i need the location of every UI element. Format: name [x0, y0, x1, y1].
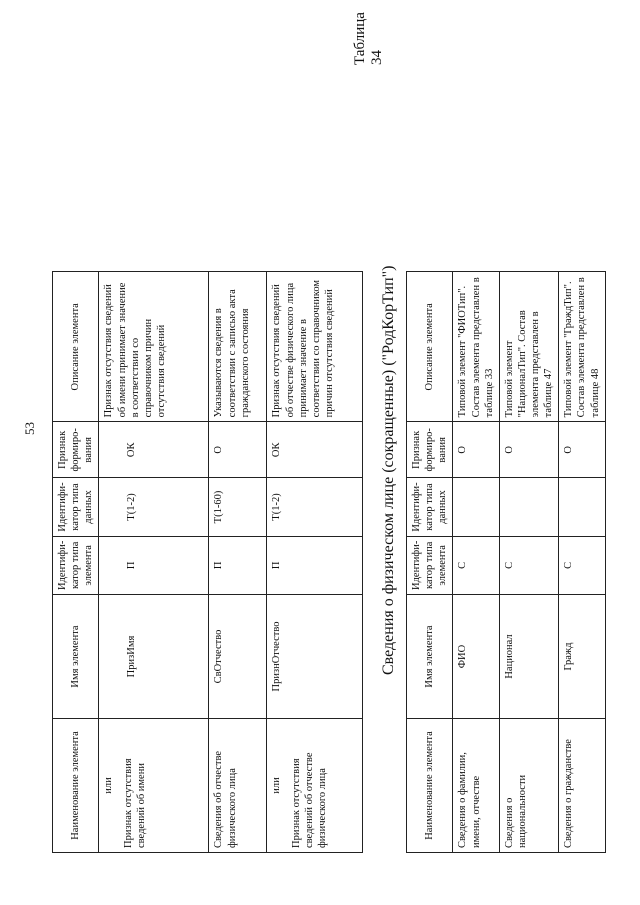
- cell-form: ОК: [99, 422, 209, 478]
- cell-name: Сведения об отчестве физического лица: [209, 719, 267, 853]
- cell-dtype: [453, 478, 499, 536]
- cell-name: Сведения о гражданстве: [559, 719, 605, 853]
- cell-name: Сведения о фамилии, имени, отчестве: [453, 719, 499, 853]
- cell-form: О: [453, 422, 499, 478]
- cell-form: О: [499, 422, 559, 478]
- cell-type: П: [99, 536, 209, 594]
- page-number: 53: [22, 422, 37, 435]
- cell-name: [99, 719, 209, 853]
- table-number: Таблица 34: [352, 12, 385, 65]
- header-element: Имя элемента: [407, 595, 453, 719]
- cell-type: П: [209, 536, 267, 594]
- cell-dtype: T(1-2): [99, 478, 209, 536]
- name-text: Признак отсутствия сведений об отчестве физического лица: [290, 752, 328, 848]
- table-row: [267, 272, 363, 853]
- cell-element: ФИО: [453, 595, 499, 719]
- table-row: [499, 272, 559, 853]
- cell-dtype: [499, 478, 559, 536]
- cell-desc: Указываются сведения в соответствии с записью акта гражданского состояния: [209, 272, 267, 422]
- cell-element: ПризнОтчество: [267, 595, 363, 719]
- header-type-id: Идентифи-катор типа элемента: [53, 536, 99, 594]
- header-data-type: Идентифи-катор типа данных: [53, 478, 99, 536]
- cell-form: О: [559, 422, 605, 478]
- cell-form: ОК: [267, 422, 363, 478]
- cell-element: Национал: [499, 595, 559, 719]
- header-formation: Признак формиро-вания: [407, 422, 453, 478]
- cell-element: Гражд: [559, 595, 605, 719]
- header-type-id: Идентифи-катор типа элемента: [407, 536, 453, 594]
- header-description: Описание элемента: [53, 272, 99, 422]
- table-row: [209, 272, 267, 853]
- header-description: Описание элемента: [407, 272, 453, 422]
- cell-desc: Типовой элемент "ГраждТип". Состав элемента представлен в таблице 48: [559, 272, 605, 422]
- header-formation: Признак формиро-вания: [53, 422, 99, 478]
- cell-type: С: [559, 536, 605, 594]
- cell-dtype: [559, 478, 605, 536]
- header-data-type: Идентифи-катор типа данных: [407, 478, 453, 536]
- cell-type: П: [267, 536, 363, 594]
- table-row: [559, 272, 605, 853]
- cell-dtype: T(1-60): [209, 478, 267, 536]
- cell-form: О: [209, 422, 267, 478]
- cell-element: ПризИмя: [99, 595, 209, 719]
- cell-name: Сведения о национальности: [499, 719, 559, 853]
- table-header-row: [407, 272, 453, 853]
- cell-desc: Признак отсутствия сведений об отчестве физического лица принимает значение в соответствии со справочником причин отсутствия сведений: [267, 272, 363, 422]
- cell-desc: Типовой элемент "ФИОТип". Состав элемента представлен в таблице 33: [453, 272, 499, 422]
- cell-desc: Признак отсутствия сведений об имени принимает значение в соответствии со справочником причин отсутствия сведений: [99, 272, 209, 422]
- table-title: Сведения о физическом лице (сокращенные) ("РодКорТип"): [380, 265, 397, 675]
- cell-type: С: [453, 536, 499, 594]
- table-row: [453, 272, 499, 853]
- table-header-row: [53, 272, 99, 853]
- name-text: Признак отсутствия сведений об имени: [122, 758, 147, 848]
- header-element: Имя элемента: [53, 595, 99, 719]
- cell-dtype: T(1-2): [267, 478, 363, 536]
- header-name: Наименование элемента: [407, 719, 453, 853]
- cell-name: [267, 719, 363, 853]
- table-34: [406, 271, 606, 853]
- or-label: или: [271, 777, 283, 794]
- or-label: или: [103, 777, 115, 794]
- cell-type: С: [499, 536, 559, 594]
- table-row: [99, 272, 209, 853]
- cell-desc: Типовой элемент "НационалТип". Состав элемента представлен в таблице 47: [499, 272, 559, 422]
- table-continued: [52, 271, 363, 853]
- cell-element: СвОтчество: [209, 595, 267, 719]
- header-name: Наименование элемента: [53, 719, 99, 853]
